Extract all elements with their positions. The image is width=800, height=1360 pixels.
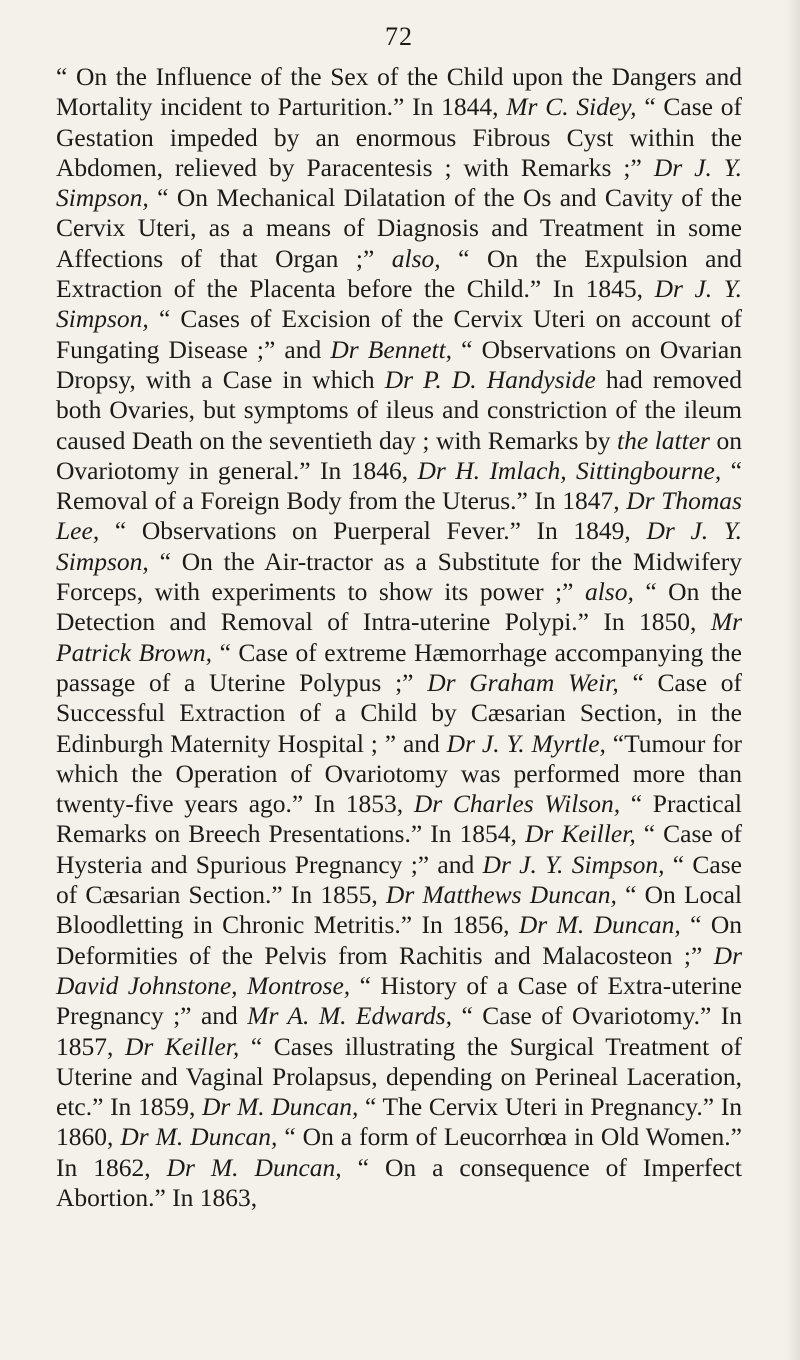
text-run: “ Case of extreme Hæmorrhage accompanying the passage of a Uterine Polypus ;” [56, 637, 742, 697]
italic-name-run: Mr Patrick Brown, [56, 607, 742, 667]
text-run: “ Case of Cæsarian Section.” In 1855, [56, 849, 742, 910]
italic-name-run: Dr Charles Wilson, [413, 789, 621, 819]
italic-name-run: Dr M. Duncan, [202, 1092, 359, 1122]
italic-name-run: Dr Matthews Duncan, [385, 880, 617, 910]
text-run: “ History of a Case of Extra-uterine Pregnancy ;” and [56, 970, 742, 1031]
text-run: “Tumour for which the Operation of Ovariotomy was performed more than twenty-five years ago.” In 1853, [56, 728, 742, 819]
italic-name-run: Dr David Johnstone, Montrose, [56, 940, 742, 1000]
text-run: “ Case of Successful Extraction of a Child by Cæsarian Section, in the Edinburgh Maternity Hospital ; ” and [56, 667, 742, 758]
text-run: “ Observations on Puerperal Fever.” In 1849, [99, 516, 647, 546]
italic-name-run: Dr M. Duncan, [166, 1152, 342, 1182]
italic-name-run: Dr J. Y. Simpson, [56, 274, 742, 334]
page-number: 72 [385, 22, 413, 51]
text-run: “ Cases illustrating the Surgical Treatment of Uterine and Vaginal Prolapsus, depending on Perineal Laceration, etc.” In 1859, [56, 1031, 742, 1122]
text-run: “ On Local Bloodletting in Chronic Metritis.” In 1856, [56, 880, 743, 940]
text-run: “ Case of Gestation impeded by an enormous Fibrous Cyst within the Abdomen, relieved by Paracentesis ; with Remarks ;” [56, 92, 742, 182]
body-paragraph [56, 62, 742, 1213]
italic-name-run: Dr H. Imlach, Sittingbourne, [417, 455, 722, 485]
text-run: “ Cases of Excision of the Cervix Uteri on account of Fungating Disease ;” and [56, 304, 742, 364]
text-run: “ On a form of Leucorrhœa in Old Women.” In 1862, [56, 1122, 742, 1182]
text-run: “ On the Detection and Removal of Intra-uterine Polypi.” In 1850, [56, 577, 742, 637]
text-run: “ On the Expulsion and Extraction of the Placenta before the Child.” In 1845, [56, 243, 742, 304]
text-run: “ Observations on Ovarian Dropsy, with a Case in which [56, 334, 742, 394]
italic-name-run: Dr P. D. Handyside [384, 364, 596, 394]
text-run: “ Case of Ovariotomy.” In 1857, [56, 1001, 742, 1061]
italic-name-run: Dr J. Y. Simpson, [56, 516, 743, 576]
italic-name-run: also, [391, 243, 441, 273]
italic-name-run: Dr Keiller, [524, 819, 636, 849]
italic-name-run: Dr M. Duncan, [518, 910, 681, 940]
italic-name-run: Dr J. Y. Simpson, [482, 849, 665, 879]
italic-name-run: Dr Graham Weir, [427, 667, 619, 697]
italic-name-run: the latter [617, 425, 710, 455]
text-run: “ On the Air-tractor as a Substitute for the Midwifery Forceps, with experiments to show its power ;” [56, 546, 742, 607]
italic-name-run: also, [584, 577, 634, 607]
italic-name-run: Dr J. Y. Simpson, [56, 152, 742, 213]
text-run: “ Practical Remarks on Breech Presentations.” In 1854, [56, 789, 742, 849]
italic-name-run: Mr A. M. Edwards, [247, 1001, 453, 1031]
text-run: “ Removal of a Foreign Body from the Uterus.” In 1847, [56, 455, 742, 516]
italic-name-run: Dr Keiller, [124, 1031, 240, 1061]
text-run: had removed both Ovaries, but symptoms of ileus and constriction of the ileum caused Death on the seventieth day ; with Remarks by [56, 364, 742, 455]
page-edge-shadow [786, 0, 800, 1360]
italic-name-run: Mr C. Sidey, [506, 92, 637, 122]
text-run: “ On Mechanical Dilatation of the Os and Cavity of the Cervix Uteri, as a means of Diagnosis and Treatment in some Affections of that Organ ;” [56, 183, 742, 273]
text-run: “ Case of Hysteria and Spurious Pregnancy ;” and [56, 819, 742, 879]
text-run: “ The Cervix Uteri in Pregnancy.” In 1860, [56, 1092, 742, 1152]
italic-name-run: Dr J. Y. Myrtle, [446, 728, 606, 758]
text-run: on Ovariotomy in general.” In 1846, [56, 425, 743, 485]
text-run: “ On a consequence of Imperfect Abortion.” In 1863, [56, 1152, 742, 1212]
italic-name-run: Dr Thomas Lee, [56, 486, 742, 546]
italic-name-run: Dr M. Duncan, [120, 1122, 278, 1152]
italic-name-run: Dr Bennett, [330, 334, 453, 364]
text-run: “ On Deformities of the Pelvis from Rachitis and Malacosteon ;” [56, 910, 742, 970]
text-run: “ On the Influence of the Sex of the Child upon the Dangers and Mortality incident to Parturition.” In 1844, [56, 62, 742, 122]
